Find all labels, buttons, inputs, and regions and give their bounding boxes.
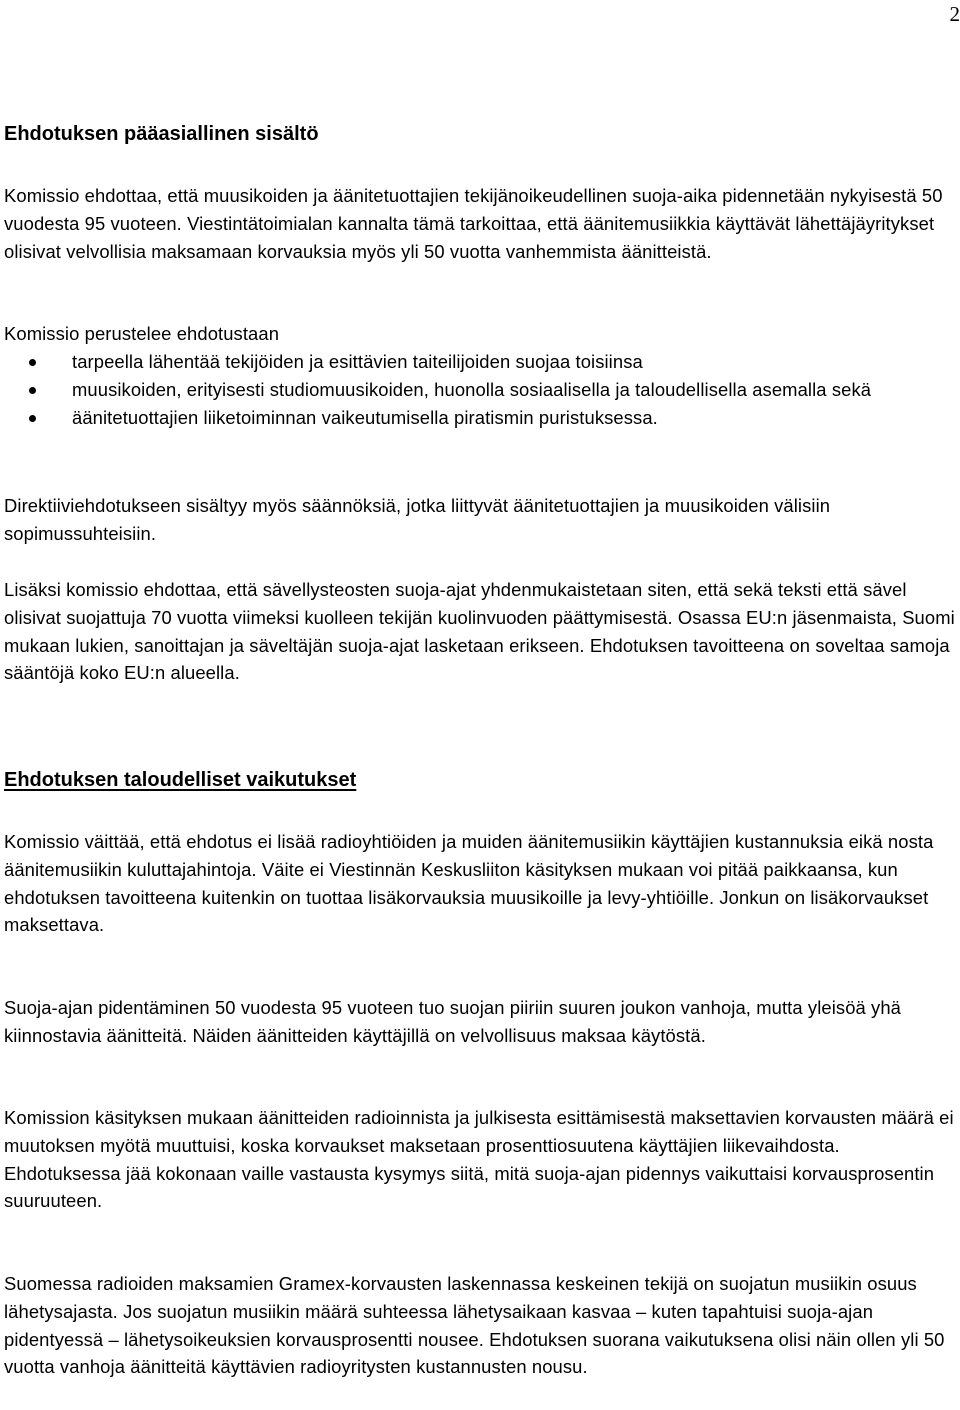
list-item: tarpeella lähentää tekijöiden ja esittävien taiteilijoiden suojaa toisiinsa bbox=[72, 348, 960, 376]
paragraph-justification-intro: Komissio perustelee ehdotustaan bbox=[4, 323, 280, 344]
paragraph-commission-claim: Komissio väittää, että ehdotus ei lisää radioyhtiöiden ja muiden äänitemusiikin käyttäjien kustannuksia eikä nosta äänitemusiikin kuluttajahintoja. Väite ei Viestinnän Keskusliiton käsityksen mukaan voi pitää paikkaansa, kun ehdotuksen tavoitteena kuitenkin on tuottaa lisäkorvauksia muusikoille ja levy-yhtiöille. Jonkun on lisäkorvaukset maksettava. bbox=[4, 831, 934, 936]
section-heading-economic-effects: Ehdotuksen taloudelliset vaikutukset bbox=[4, 769, 357, 791]
paragraph-royalty-percentage: Komission käsityksen mukaan äänitteiden radioinnista ja julkisesta esittämisestä maksettavien korvausten määrä ei muutoksen myötä muuttuisi, koska korvaukset maksetaan prosenttiosuutena käyttäjien liikevaihdosta. Ehdotuksessa jää kokonaan vaille vastausta kysymys siitä, mitä suoja-ajan pidennys vaikuttaisi korvausprosentin suuruuteen. bbox=[4, 1107, 954, 1212]
section-heading-main-content: Ehdotuksen pääasiallinen sisältö bbox=[4, 123, 319, 145]
list-item: muusikoiden, erityisesti studiomuusikoiden, huonolla sosiaalisella ja taloudellisella asemalla sekä bbox=[72, 376, 960, 404]
page-number: 2 bbox=[949, 2, 960, 26]
list-item: äänitetuottajien liiketoiminnan vaikeutumisella piratismin puristuksessa. bbox=[72, 404, 960, 432]
justification-list bbox=[4, 348, 960, 431]
paragraph-term-extension: Suoja-ajan pidentäminen 50 vuodesta 95 vuoteen tuo suojan piiriin suuren joukon vanhoja, mutta yleisöä yhä kiinnostavia äänitteitä. Näiden äänitteiden käyttäjillä on velvollisuus maksaa käytöstä. bbox=[4, 997, 902, 1046]
paragraph-gramex: Suomessa radioiden maksamien Gramex-korvausten laskennassa keskeinen tekijä on suojatun musiikin osuus lähetysajasta. Jos suojatun musiikin määrä suhteessa lähetysaikaan kasvaa – kuten tapahtuisi suoja-ajan pidentyessä – lähetysoikeuksien korvausprosentti nousee. Ehdotuksen suorana vaikutuksena olisi näin ollen yli 50 vuotta vanhoja äänitteitä käyttävien radioyritysten kustannusten nousu. bbox=[4, 1273, 945, 1378]
paragraph-contracts: Direktiiviehdotukseen sisältyy myös säännöksiä, jotka liittyvät äänitetuottajien ja muusikoiden välisiin sopimussuhteisiin. bbox=[4, 495, 831, 544]
paragraph-proposal: Komissio ehdottaa, että muusikoiden ja äänitetuottajien tekijänoikeudellinen suoja-aika pidennetään nykyisestä 50 vuodesta 95 vuoteen. Viestintätoimialan kannalta tämä tarkoittaa, että äänitemusiikkia käyttävät lähettäjäyritykset olisivat velvollisia maksamaan korvauksia myös yli 50 vuotta vanhemmista äänitteistä. bbox=[4, 185, 943, 262]
paragraph-composition-terms: Lisäksi komissio ehdottaa, että sävellysteosten suoja-ajat yhdenmukaistetaan siten, että sekä teksti että sävel olisivat suojattuja 70 vuotta viimeksi kuolleen tekijän kuolinvuoden päättymisestä. Osassa EU:n jäsenmaista, Suomi mukaan lukien, sanoittajan ja säveltäjän suoja-ajat lasketaan erikseen. Ehdotuksen tavoitteena on soveltaa samoja sääntöjä koko EU:n alueella. bbox=[4, 579, 955, 684]
